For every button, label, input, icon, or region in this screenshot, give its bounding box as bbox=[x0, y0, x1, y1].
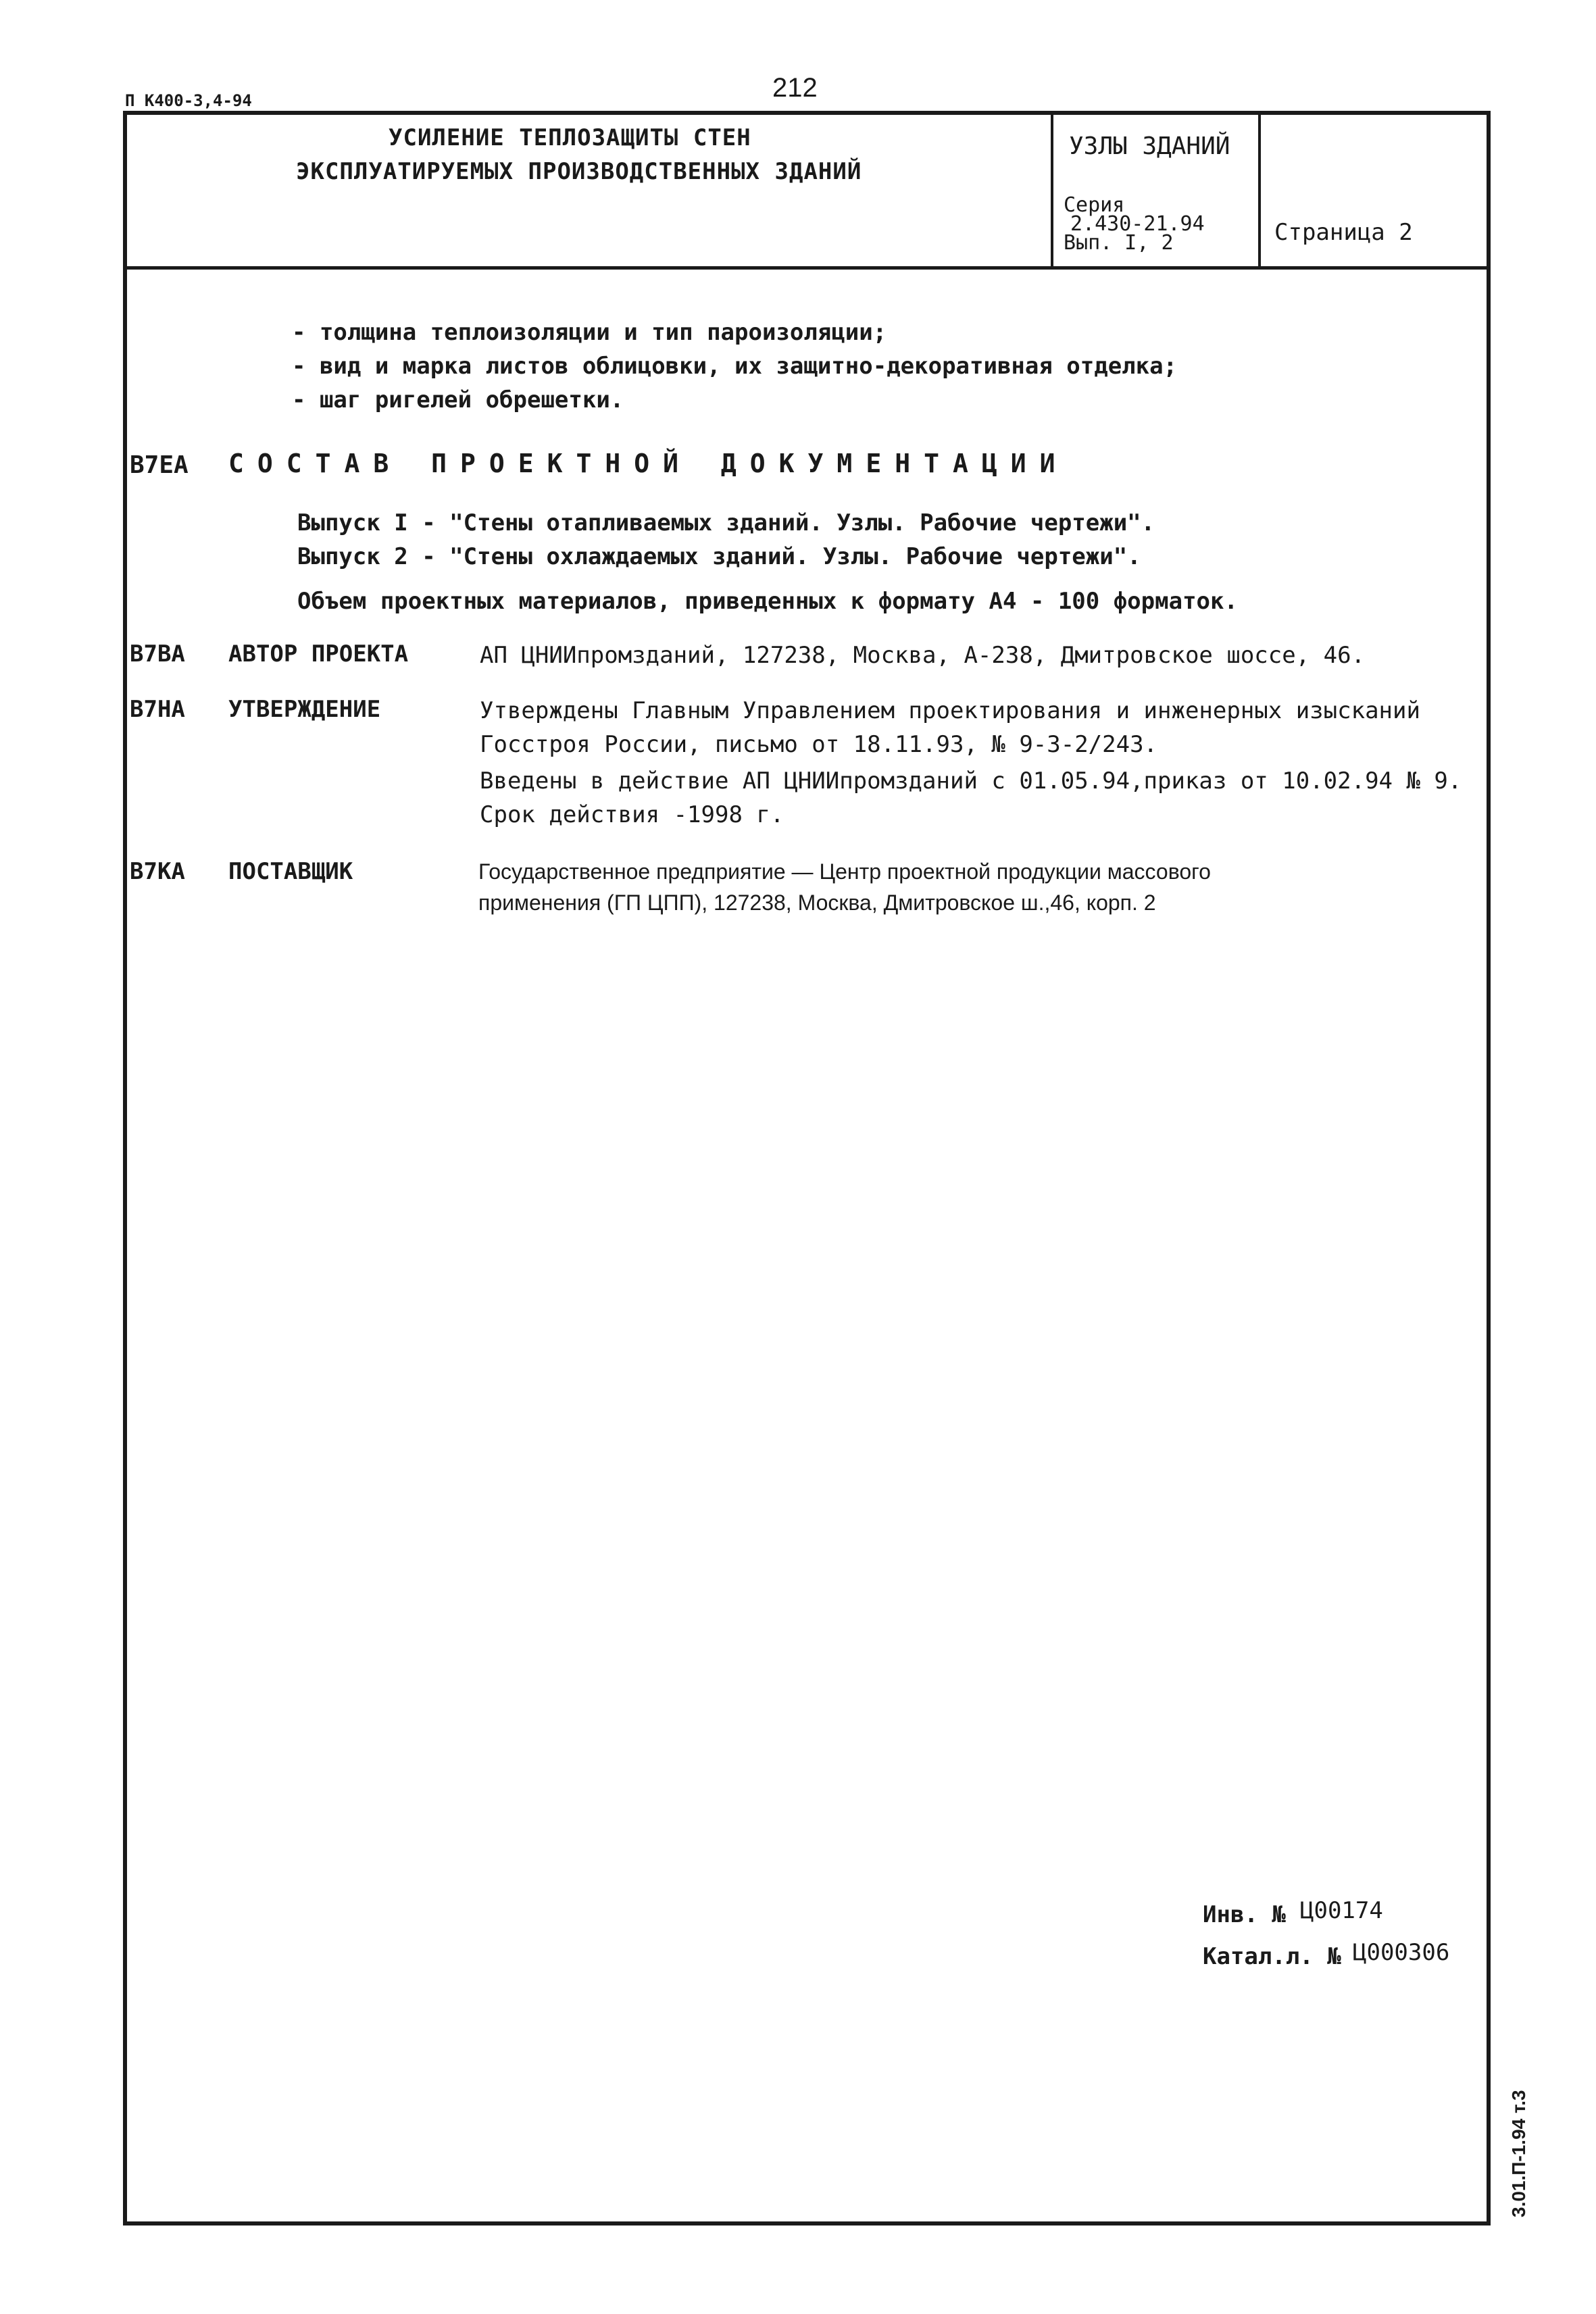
side-stamp: 3.01.П-1.94 т.3 bbox=[1508, 2090, 1529, 2217]
supplier-code: В7КА bbox=[130, 858, 185, 885]
title-line-2: ЭКСПЛУАТИРУЕМЫХ ПРОИЗВОДСТВЕННЫХ ЗДАНИЙ bbox=[296, 158, 862, 185]
composition-line-2: Выпуск 2 - "Стены охлаждаемых зданий. Узлы. Рабочие чертежи". bbox=[297, 543, 1141, 570]
inventory-label: Инв. № bbox=[1203, 1901, 1286, 1928]
approval-line-1: Утверждены Главным Управлением проектирования и инженерных изысканий bbox=[480, 697, 1420, 724]
composition-code: В7ЕА bbox=[130, 451, 189, 479]
author-text: АП ЦНИИпромзданий, 127238, Москва, А-238, Дмитровское шоссе, 46. bbox=[480, 642, 1366, 669]
composition-line-1: Выпуск I - "Стены отапливаемых зданий. Узлы. Рабочие чертежи". bbox=[297, 509, 1155, 536]
title-line-1: УСИЛЕНИЕ ТЕПЛОЗАЩИТЫ СТЕН bbox=[389, 124, 751, 151]
approval-line-2: Госстроя России, письмо от 18.11.93, № 9-3-2/243. bbox=[480, 731, 1158, 758]
series-block bbox=[1064, 193, 1205, 255]
approval-line-3: Введены в действие АП ЦНИИпромзданий с 01.05.94,приказ от 10.02.94 № 9. bbox=[480, 768, 1462, 795]
author-label: АВТОР ПРОЕКТА bbox=[228, 640, 409, 668]
series-label: Серия bbox=[1064, 193, 1125, 217]
document-code: П К400-3,4-94 bbox=[125, 91, 252, 110]
composition-title: СОСТАВ ПРОЕКТНОЙ ДОКУМЕНТАЦИИ bbox=[228, 449, 1069, 478]
header-divider-vertical-2 bbox=[1258, 111, 1261, 269]
sheet-page-label: Страница 2 bbox=[1274, 219, 1413, 246]
supplier-label: ПОСТАВЩИК bbox=[228, 858, 353, 885]
author-code: В7ВА bbox=[130, 640, 185, 668]
approval-line-4: Срок действия -1998 г. bbox=[480, 801, 784, 828]
supplier-line-1: Государственное предприятие — Центр проектной продукции массового bbox=[478, 859, 1211, 884]
catalog-label: Катал.л. № bbox=[1203, 1943, 1341, 1970]
approval-label: УТВЕРЖДЕНИЕ bbox=[228, 696, 381, 723]
series-number: 2.430-21.94 bbox=[1070, 212, 1205, 236]
header-divider bbox=[123, 266, 1491, 270]
bullet-item: - вид и марка листов облицовки, их защитно-декоративная отделка; bbox=[292, 353, 1178, 380]
inventory-number: Ц00174 bbox=[1300, 1897, 1383, 1924]
bullet-item: - толщина теплоизоляции и тип пароизоляции; bbox=[292, 319, 887, 346]
issue-number: Вып. I, 2 bbox=[1064, 231, 1174, 255]
catalog-number: Ц000306 bbox=[1353, 1939, 1450, 1966]
supplier-line-2: применения (ГП ЦПП), 127238, Москва, Дмитровское ш.,46, корп. 2 bbox=[478, 890, 1156, 915]
nodes-label: УЗЛЫ ЗДАНИЙ bbox=[1069, 132, 1230, 160]
bullet-item: - шаг ригелей обрешетки. bbox=[292, 386, 624, 413]
page-number: 212 bbox=[772, 73, 818, 103]
composition-line-3: Объем проектных материалов, приведенных к формату А4 - 100 форматок. bbox=[297, 588, 1238, 615]
approval-code: В7НА bbox=[130, 696, 185, 723]
header-divider-vertical-1 bbox=[1051, 111, 1053, 269]
